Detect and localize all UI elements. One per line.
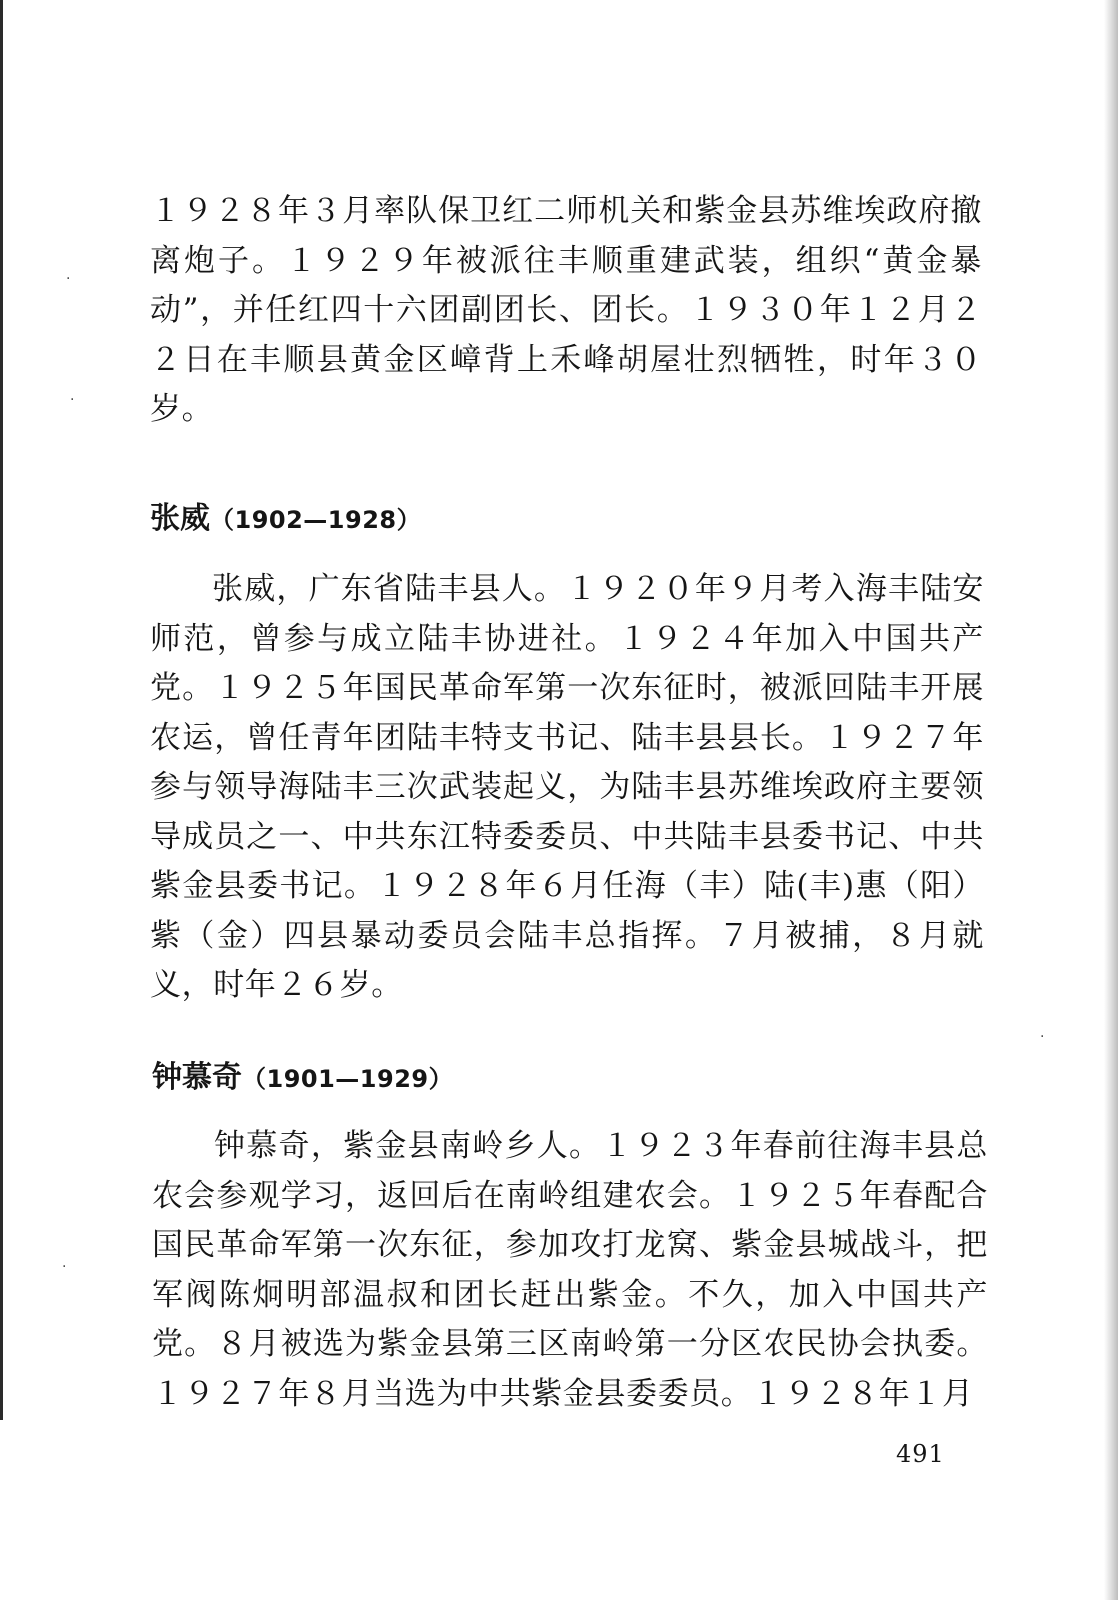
paragraph-zhang-wei-biography: 张威，广东省陆丰县人。１９２０年９月考入海丰陆安师范，曾参与成立陆丰协进社。１９２４年加入中国共产党。１９２５年国民革命军第一次东征时，被派回陆丰开展农运，曾任青年团陆丰特支书记、陆丰县县长。１９２７年参与领导海陆丰三次武装起义，为陆丰县苏维埃政府主要领导成员之一、中共东江特委委员、中共陆丰县委书记、中共紫金县委书记。１９２８年６月任海（丰）陆(丰)惠（阳）紫（金）四县暴动委员会陆丰总指挥。７月被捕，８月就义，时年２６岁。 [150,571,984,1003]
heading-dates: （1902—1928） [210,506,422,534]
heading-dates: （1901—1929） [242,1065,454,1093]
heading-name: 钟慕奇 [152,1060,242,1095]
heading-zhong-muqi [152,1057,453,1099]
scan-speck: · [66,271,71,287]
scan-speck: · [70,392,75,408]
scan-right-edge-shadow [1104,0,1118,1600]
paragraph-continued-biography: １９２８年３月率队保卫红二师机关和紫金县苏维埃政府撤离炮子。１９２９年被派往丰顺重建武装，组织“黄金暴动”，并任红四十六团副团长、团长。１９３０年１２月２２日在丰顺县黄金区嶂背上禾峰胡屋壮烈牺牲，时年３０岁。 [150,193,982,427]
scan-left-edge [0,0,3,1420]
scan-speck: · [62,1259,67,1275]
scan-speck: · [1040,1029,1045,1045]
heading-name: 张威 [150,501,210,536]
heading-zhang-wei [150,498,421,540]
page-number: 491 [896,1440,945,1468]
paragraph-zhong-muqi-biography: 钟慕奇，紫金县南岭乡人。１９２３年春前往海丰县总农会参观学习，返回后在南岭组建农会。１９２５年春配合国民革命军第一次东征，参加攻打龙窝、紫金县城战斗，把军阀陈炯明部温叔和团长赶出紫金。不久，加入中国共产党。８月被选为紫金县第三区南岭第一分区农民协会执委。１９２７年８月当选为中共紫金县委委员。１９２８年１月 [152,1128,988,1412]
